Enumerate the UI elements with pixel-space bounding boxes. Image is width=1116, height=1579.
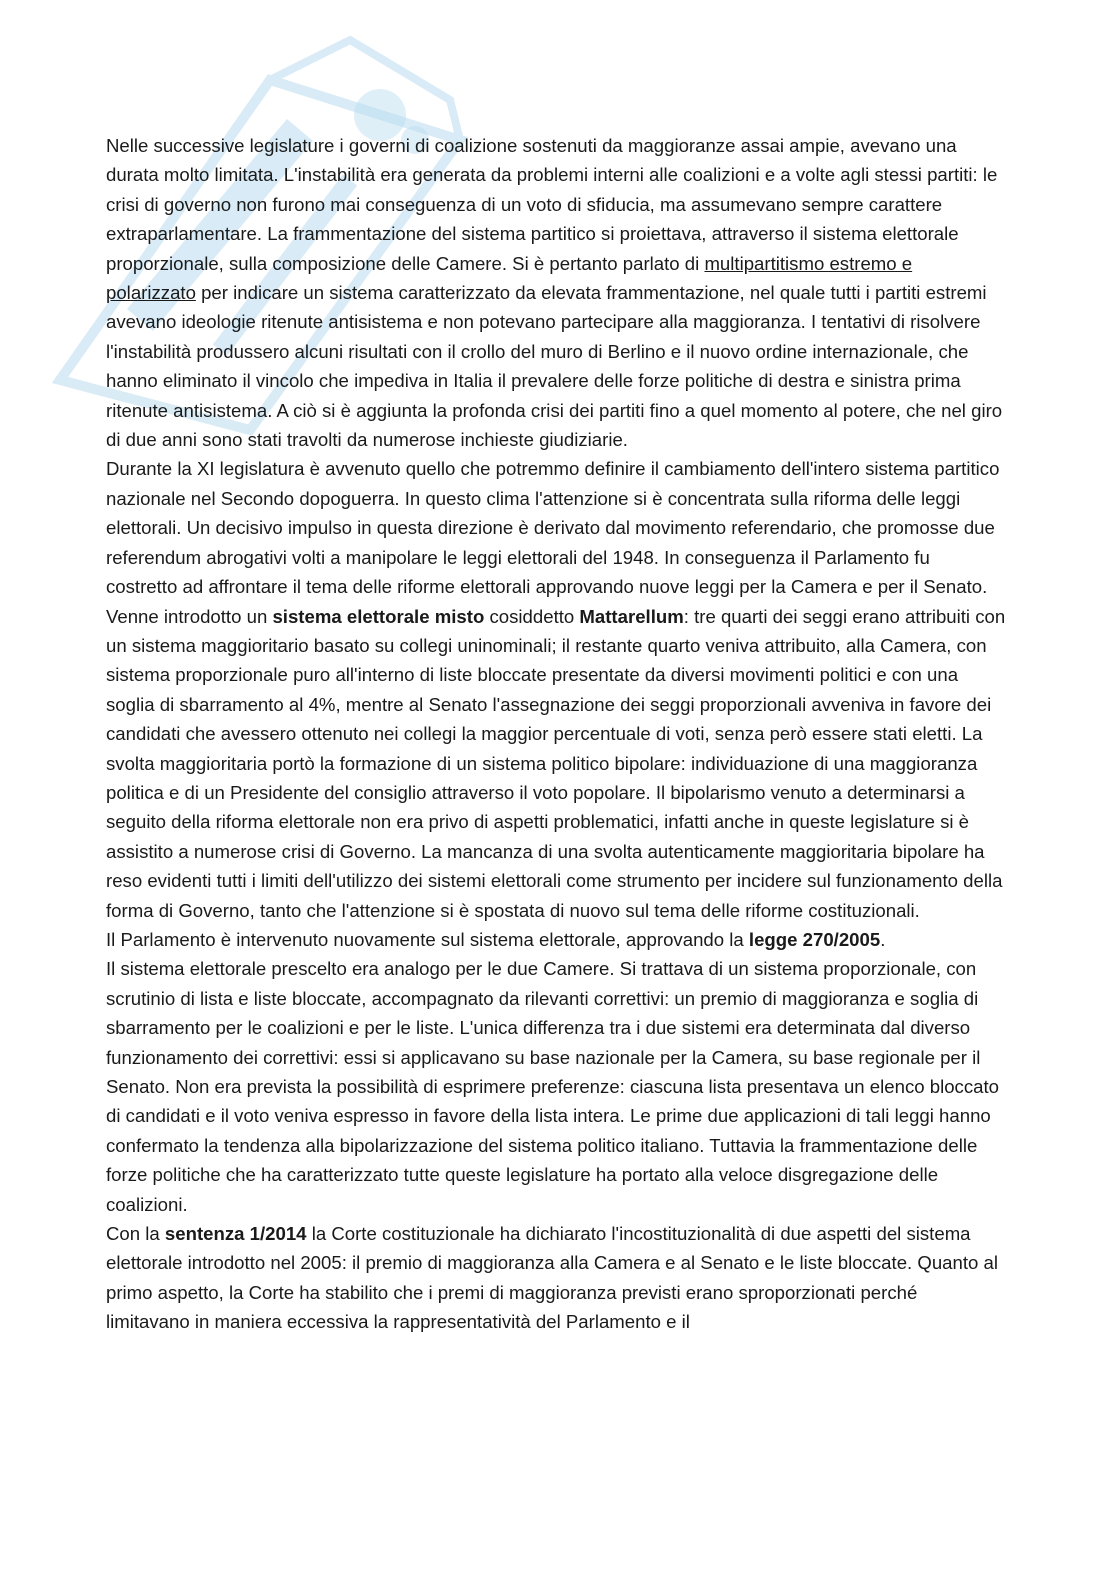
text-run: Nelle successive legislature i governi di coalizione sostenuti da maggioranze assai ampie, avevano una durata molto limitata. L'instabilità era generata da problemi interni alle coalizioni e a volte agli stessi partiti: le crisi di governo non furono mai conseguenza di un voto di sfiducia, ma assumevano sempre carattere extraparlamentare. La frammentazione del sistema partitico si proiettava, attraverso il sistema elettorale proporzionale, sulla composizione delle Camere. Si è pertanto parlato di — [106, 135, 998, 274]
paragraph — [106, 131, 1006, 454]
paragraph — [106, 1219, 1006, 1337]
bold-term: sentenza 1/2014 — [164, 1223, 307, 1245]
text-run: Il Parlamento è intervenuto nuovamente sul sistema elettorale, approvando la — [106, 928, 749, 950]
text-run: Durante la XI legislatura è avvenuto quello che potremmo definire il cambiamento dell'intero sistema partitico nazionale nel Secondo dopoguerra. In questo clima l'attenzione si è concentrata sulla riforma delle leggi elettorali. Un decisivo impulso in questa direzione è derivato dal movimento referendario, che promosse due referendum abrogativi volti a manipolare le leggi elettorali del 1948. In conseguenza il Parlamento fu costretto ad affrontare il tema delle riforme elettorali approvando nuove leggi per la Camera e per il Senato. Venne introdotto un — [106, 458, 1000, 627]
bold-term: sistema elettorale misto — [272, 605, 485, 627]
paragraph — [106, 954, 1006, 1219]
text-run: per indicare un sistema caratterizzato da elevata frammentazione, nel quale tutti i partiti estremi avevano ideologie ritenute antisistema e non potevano partecipare alla maggioranza. I tentativi di risolvere l'instabilità produssero alcuni risultati con il crollo del muro di Berlino e il nuovo ordine internazionale, che hanno eliminato il vincolo che impediva in Italia il prevalere delle forze politiche di destra e sinistra prima ritenute antisistema. A ciò si è aggiunta la profonda crisi dei partiti fino a quel momento al potere, che nel giro di due anni sono stati travolti da numerose inchieste giudiziarie. — [106, 282, 1003, 451]
text-run: : tre quarti dei seggi erano attribuiti con un sistema maggioritario basato su collegi uninominali; il restante quarto veniva attribuito, alla Camera, con sistema proporzionale puro all'interno di liste bloccate presentate da diversi movimenti politici e con una soglia di sbarramento al 4%, mentre al Senato l'assegnazione dei seggi proporzionali avveniva in favore dei candidati che avessero ottenuto nei collegi la maggior percentuale di voti, senza però essere stati eletti. La svolta maggioritaria portò la formazione di un sistema politico bipolare: individuazione di una maggioranza politica e di un Presidente del consiglio attraverso il voto popolare. Il bipolarismo venuto a determinarsi a seguito della riforma elettorale non era privo di aspetti problematici, infatti anche in queste legislature si è assistito a numerose crisi di Governo. La mancanza di una svolta autenticamente maggioritaria bipolare ha reso evidenti tutti i limiti dell'utilizzo dei sistemi elettorali come strumento per incidere sul funzionamento della forma di Governo, tanto che l'attenzione si è spostata di nuovo sul tema delle riforme costituzionali. — [106, 605, 1006, 921]
bold-term: legge 270/2005 — [748, 928, 881, 950]
text-run: cosiddetto — [484, 605, 580, 627]
underlined-term: multipartitismo estremo e polarizzato — [106, 252, 913, 304]
text-run: Con la — [106, 1223, 165, 1245]
paragraph — [106, 454, 1006, 925]
text-run: . — [880, 928, 886, 950]
bold-term: Mattarellum — [579, 605, 684, 627]
text-run: Il sistema elettorale prescelto era analogo per le due Camere. Si trattava di un sistema proporzionale, con scrutinio di lista e liste bloccate, accompagnato da rilevanti correttivi: un premio di maggioranza e soglia di sbarramento per le coalizioni e per le liste. L'unica differenza tra i due sistemi era determinata dal diverso funzionamento dei correttivi: essi si applicavano su base nazionale per la Camera, su base regionale per il Senato. Non era prevista la possibilità di esprimere preferenze: ciascuna lista presentava un elenco bloccato di candidati e il voto veniva espresso in favore della lista intera. Le prime due applicazioni di tali leggi hanno confermato la tendenza alla bipolarizzazione del sistema politico italiano. Tuttavia la frammentazione delle forze politiche che ha caratterizzato tutte queste legislature ha portato alla veloce disgregazione delle coalizioni. — [106, 958, 999, 1215]
text-run: la Corte costituzionale ha dichiarato l'incostituzionalità di due aspetti del sistema elettorale introdotto nel 2005: il premio di maggioranza alla Camera e al Senato e le liste bloccate. Quanto al primo aspetto, la Corte ha stabilito che i premi di maggioranza previsti erano sproporzionati perché limitavano in maniera eccessiva la rappresentatività del Parlamento e il — [106, 1223, 998, 1333]
paragraph — [106, 925, 1006, 954]
document-body — [106, 131, 1006, 1337]
